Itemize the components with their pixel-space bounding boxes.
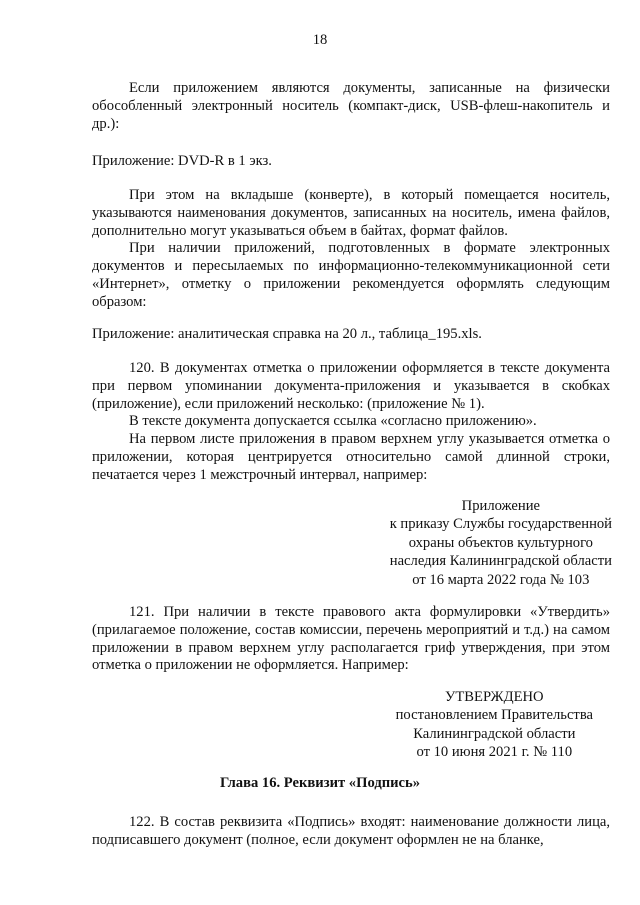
paragraph-physical-media: Если приложением являются документы, записанные на физически обособленный электронный носитель (компакт-диск, USB-флеш-накопитель и др.): [92,80,610,132]
section-120 [92,360,610,485]
appendix-mark-line: наследия Калининградской области [389,553,612,570]
appendix-mark [390,497,612,589]
appendix-mark-line: охраны объектов культурного [408,534,593,551]
approval-stamp-line: от 10 июня 2021 г. № 110 [416,744,573,761]
paragraph-reference: В тексте документа допускается ссылка «согласно приложению». [129,413,537,430]
approval-stamp-line: УТВЕРЖДЕНО [445,689,544,705]
section-121 [92,604,610,675]
example-analytic: Приложение: аналитическая справка на 20 л., таблица_195.xls. [92,326,482,342]
appendix-mark-line: Приложение [461,498,540,514]
approval-stamp [396,688,593,762]
approval-stamp-line: постановлением Правительства [395,707,593,724]
appendix-mark-line: от 16 марта 2022 года № 103 [412,571,590,588]
paragraph-envelope: При этом на вкладыше (конверте), в который помещается носитель, указываются наименования документов, записанных на носитель, имена файлов, дополнительно могут указываться объем в байтах, формат файлов. [92,187,610,239]
page-number: 18 [312,32,328,48]
section-122 [92,814,610,850]
paragraph-first-sheet: На первом листе приложения в правом верхнем углу указывается отметка о приложении, которая центрируется относительно самой длинной строки, печатается через 1 межстрочный интервал, например: [92,431,610,483]
envelope-section [92,187,610,312]
paragraph-120: 120. В документах отметка о приложении оформляется в тексте документа при первом упоминании документа-приложения и указывается в скобках (приложение), если приложений несколько: (приложение № 1). [92,360,610,412]
example-analytic-section [92,326,610,344]
example-dvd: Приложение: DVD-R в 1 экз. [92,153,272,169]
example-dvd-section [92,153,610,171]
appendix-mark-line: к приказу Службы государственной [389,516,612,533]
chapter-heading: Глава 16. Реквизит «Подпись» [219,775,421,791]
paragraph-122: 122. В состав реквизита «Подпись» входят: наименование должности лица, подписавшего документ (полное, если документ оформлен не на бланке, [92,814,610,848]
intro-section [92,80,610,133]
paragraph-121: 121. При наличии в тексте правового акта формулировки «Утвердить» (прилагаемое положение, состав комиссии, перечень мероприятий и т.д.) на самом приложении в правом верхнем углу располагается гриф утверждения, при этом отметка о приложении не оформляется. Например: [92,604,610,674]
paragraph-electronic-docs: При наличии приложений, подготовленных в формате электронных документов и пересылаемых по информационно-телекоммуникационной сети «Интернет», отметку о приложении рекомендуется оформлять следующим образом: [92,240,610,310]
approval-stamp-line: Калининградской области [413,725,576,742]
